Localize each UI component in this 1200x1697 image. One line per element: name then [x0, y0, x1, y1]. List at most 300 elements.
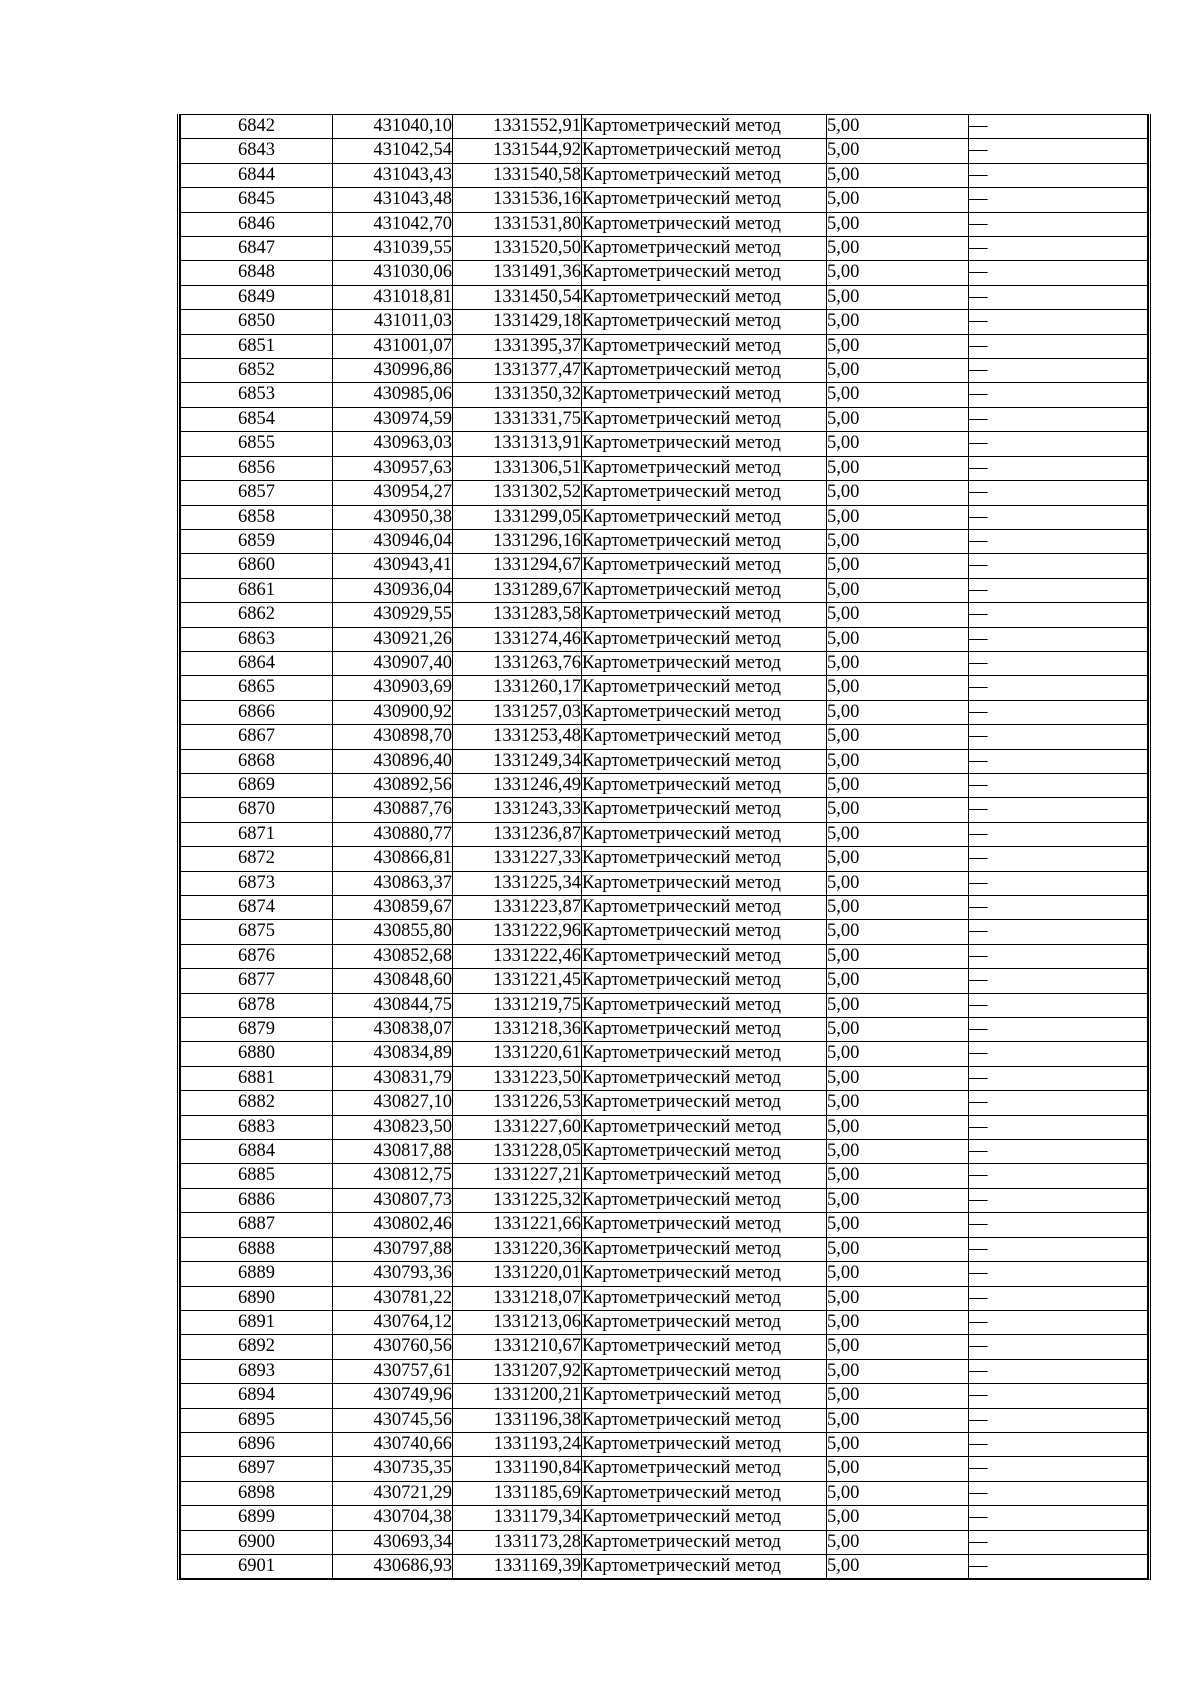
description-cell: — [969, 847, 1148, 871]
coordinate-y-cell: 1331377,47 [453, 359, 582, 383]
coordinate-x-cell: 430859,67 [333, 896, 453, 920]
coordinate-x-cell: 430757,61 [333, 1359, 453, 1383]
accuracy-cell: 5,00 [827, 1408, 969, 1432]
coordinate-x-cell: 430974,59 [333, 407, 453, 431]
method-cell: Картометрический метод [582, 310, 827, 334]
coordinate-x-cell: 431001,07 [333, 334, 453, 358]
coordinate-y-cell: 1331193,24 [453, 1432, 582, 1456]
accuracy-cell: 5,00 [827, 505, 969, 529]
accuracy-cell: 5,00 [827, 1530, 969, 1554]
method-cell: Картометрический метод [582, 627, 827, 651]
description-cell: — [969, 212, 1148, 236]
point-number-cell: 6890 [181, 1286, 333, 1310]
method-cell: Картометрический метод [582, 1286, 827, 1310]
coordinate-y-cell: 1331220,36 [453, 1237, 582, 1261]
accuracy-cell: 5,00 [827, 1359, 969, 1383]
method-cell: Картометрический метод [582, 700, 827, 724]
coordinate-x-cell: 430812,75 [333, 1164, 453, 1188]
point-number-cell: 6893 [181, 1359, 333, 1383]
coordinate-y-cell: 1331253,48 [453, 725, 582, 749]
table-row [181, 1091, 1148, 1115]
method-cell: Картометрический метод [582, 1506, 827, 1530]
table-row [181, 1359, 1148, 1383]
table-row [181, 1066, 1148, 1090]
point-number-cell: 6848 [181, 261, 333, 285]
point-number-cell: 6869 [181, 773, 333, 797]
accuracy-cell: 5,00 [827, 896, 969, 920]
table-row [181, 1310, 1148, 1334]
method-cell: Картометрический метод [582, 481, 827, 505]
accuracy-cell: 5,00 [827, 1188, 969, 1212]
description-cell: — [969, 456, 1148, 480]
method-cell: Картометрический метод [582, 1457, 827, 1481]
description-cell: — [969, 1384, 1148, 1408]
method-cell: Картометрический метод [582, 163, 827, 187]
table-row [181, 1262, 1148, 1286]
coordinate-x-cell: 430764,12 [333, 1310, 453, 1334]
accuracy-cell: 5,00 [827, 969, 969, 993]
coordinate-x-cell: 430946,04 [333, 529, 453, 553]
description-cell: — [969, 1262, 1148, 1286]
coordinate-y-cell: 1331540,58 [453, 163, 582, 187]
table-row [181, 139, 1148, 163]
description-cell: — [969, 1213, 1148, 1237]
method-cell: Картометрический метод [582, 871, 827, 895]
point-number-cell: 6863 [181, 627, 333, 651]
coordinate-y-cell: 1331249,34 [453, 749, 582, 773]
description-cell: — [969, 163, 1148, 187]
point-number-cell: 6847 [181, 237, 333, 261]
method-cell: Картометрический метод [582, 1481, 827, 1505]
table-row [181, 481, 1148, 505]
description-cell: — [969, 432, 1148, 456]
accuracy-cell: 5,00 [827, 481, 969, 505]
description-cell: — [969, 896, 1148, 920]
coordinate-y-cell: 1331218,36 [453, 1018, 582, 1042]
coordinate-x-cell: 430963,03 [333, 432, 453, 456]
accuracy-cell: 5,00 [827, 554, 969, 578]
coordinate-x-cell: 430721,29 [333, 1481, 453, 1505]
table-row [181, 188, 1148, 212]
method-cell: Картометрический метод [582, 383, 827, 407]
accuracy-cell: 5,00 [827, 1432, 969, 1456]
accuracy-cell: 5,00 [827, 383, 969, 407]
table-row [181, 1213, 1148, 1237]
point-number-cell: 6865 [181, 676, 333, 700]
coordinate-x-cell: 430760,56 [333, 1335, 453, 1359]
method-cell: Картометрический метод [582, 1018, 827, 1042]
coordinate-x-cell: 430852,68 [333, 944, 453, 968]
description-cell: — [969, 554, 1148, 578]
point-number-cell: 6850 [181, 310, 333, 334]
table-row [181, 212, 1148, 236]
method-cell: Картометрический метод [582, 1140, 827, 1164]
coordinate-y-cell: 1331226,53 [453, 1091, 582, 1115]
coordinate-x-cell: 430693,34 [333, 1530, 453, 1554]
description-cell: — [969, 993, 1148, 1017]
description-cell: — [969, 822, 1148, 846]
table-row [181, 944, 1148, 968]
coordinate-x-cell: 430863,37 [333, 871, 453, 895]
coordinate-x-cell: 430921,26 [333, 627, 453, 651]
coordinate-y-cell: 1331223,50 [453, 1066, 582, 1090]
coordinates-table [180, 114, 1148, 1579]
coordinate-y-cell: 1331227,33 [453, 847, 582, 871]
point-number-cell: 6898 [181, 1481, 333, 1505]
table-row [181, 627, 1148, 651]
coordinate-y-cell: 1331491,36 [453, 261, 582, 285]
method-cell: Картометрический метод [582, 1359, 827, 1383]
point-number-cell: 6901 [181, 1554, 333, 1578]
point-number-cell: 6879 [181, 1018, 333, 1042]
accuracy-cell: 5,00 [827, 603, 969, 627]
method-cell: Картометрический метод [582, 1115, 827, 1139]
coordinate-x-cell: 431043,43 [333, 163, 453, 187]
accuracy-cell: 5,00 [827, 285, 969, 309]
coordinate-x-cell: 430848,60 [333, 969, 453, 993]
coordinate-y-cell: 1331395,37 [453, 334, 582, 358]
description-cell: — [969, 1554, 1148, 1578]
method-cell: Картометрический метод [582, 896, 827, 920]
description-cell: — [969, 407, 1148, 431]
method-cell: Картометрический метод [582, 554, 827, 578]
table-row [181, 676, 1148, 700]
method-cell: Картометрический метод [582, 1188, 827, 1212]
method-cell: Картометрический метод [582, 139, 827, 163]
accuracy-cell: 5,00 [827, 432, 969, 456]
accuracy-cell: 5,00 [827, 188, 969, 212]
table-row [181, 1335, 1148, 1359]
accuracy-cell: 5,00 [827, 261, 969, 285]
coordinate-y-cell: 1331169,39 [453, 1554, 582, 1578]
method-cell: Картометрический метод [582, 456, 827, 480]
point-number-cell: 6877 [181, 969, 333, 993]
coordinate-x-cell: 430838,07 [333, 1018, 453, 1042]
coordinate-y-cell: 1331220,01 [453, 1262, 582, 1286]
coordinate-y-cell: 1331213,06 [453, 1310, 582, 1334]
accuracy-cell: 5,00 [827, 1310, 969, 1334]
point-number-cell: 6857 [181, 481, 333, 505]
point-number-cell: 6887 [181, 1213, 333, 1237]
description-cell: — [969, 1506, 1148, 1530]
method-cell: Картометрический метод [582, 505, 827, 529]
accuracy-cell: 5,00 [827, 725, 969, 749]
coordinate-y-cell: 1331200,21 [453, 1384, 582, 1408]
description-cell: — [969, 285, 1148, 309]
coordinate-x-cell: 430880,77 [333, 822, 453, 846]
coordinate-x-cell: 430900,92 [333, 700, 453, 724]
description-cell: — [969, 383, 1148, 407]
accuracy-cell: 5,00 [827, 139, 969, 163]
point-number-cell: 6895 [181, 1408, 333, 1432]
table-row [181, 871, 1148, 895]
table-row [181, 578, 1148, 602]
coordinate-y-cell: 1331221,45 [453, 969, 582, 993]
table-row [181, 993, 1148, 1017]
table-row [181, 456, 1148, 480]
method-cell: Картометрический метод [582, 1335, 827, 1359]
method-cell: Картометрический метод [582, 261, 827, 285]
coordinate-x-cell: 430896,40 [333, 749, 453, 773]
point-number-cell: 6871 [181, 822, 333, 846]
point-number-cell: 6849 [181, 285, 333, 309]
coordinate-x-cell: 430749,96 [333, 1384, 453, 1408]
method-cell: Картометрический метод [582, 115, 827, 139]
description-cell: — [969, 310, 1148, 334]
accuracy-cell: 5,00 [827, 529, 969, 553]
method-cell: Картометрический метод [582, 407, 827, 431]
description-cell: — [969, 627, 1148, 651]
accuracy-cell: 5,00 [827, 1457, 969, 1481]
method-cell: Картометрический метод [582, 188, 827, 212]
point-number-cell: 6853 [181, 383, 333, 407]
table-row [181, 1115, 1148, 1139]
point-number-cell: 6900 [181, 1530, 333, 1554]
description-cell: — [969, 651, 1148, 675]
point-number-cell: 6878 [181, 993, 333, 1017]
point-number-cell: 6886 [181, 1188, 333, 1212]
coordinate-y-cell: 1331246,49 [453, 773, 582, 797]
description-cell: — [969, 1481, 1148, 1505]
table-row [181, 1018, 1148, 1042]
method-cell: Картометрический метод [582, 1042, 827, 1066]
description-cell: — [969, 871, 1148, 895]
point-number-cell: 6874 [181, 896, 333, 920]
accuracy-cell: 5,00 [827, 1237, 969, 1261]
coordinate-y-cell: 1331236,87 [453, 822, 582, 846]
method-cell: Картометрический метод [582, 1091, 827, 1115]
description-cell: — [969, 481, 1148, 505]
point-number-cell: 6884 [181, 1140, 333, 1164]
table-row [181, 1286, 1148, 1310]
description-cell: — [969, 1140, 1148, 1164]
coordinate-x-cell: 431039,55 [333, 237, 453, 261]
accuracy-cell: 5,00 [827, 993, 969, 1017]
coordinate-x-cell: 430817,88 [333, 1140, 453, 1164]
table-row [181, 920, 1148, 944]
method-cell: Картометрический метод [582, 969, 827, 993]
coordinate-y-cell: 1331294,67 [453, 554, 582, 578]
coordinate-y-cell: 1331536,16 [453, 188, 582, 212]
point-number-cell: 6843 [181, 139, 333, 163]
description-cell: — [969, 359, 1148, 383]
point-number-cell: 6862 [181, 603, 333, 627]
coordinate-x-cell: 430936,04 [333, 578, 453, 602]
point-number-cell: 6854 [181, 407, 333, 431]
coordinate-x-cell: 431040,10 [333, 115, 453, 139]
coordinate-y-cell: 1331260,17 [453, 676, 582, 700]
coordinate-y-cell: 1331274,46 [453, 627, 582, 651]
description-cell: — [969, 1408, 1148, 1432]
table-row [181, 1408, 1148, 1432]
method-cell: Картометрический метод [582, 1384, 827, 1408]
accuracy-cell: 5,00 [827, 359, 969, 383]
table-row [181, 505, 1148, 529]
table-row [181, 1481, 1148, 1505]
table-row [181, 163, 1148, 187]
description-cell: — [969, 115, 1148, 139]
point-number-cell: 6885 [181, 1164, 333, 1188]
coordinate-x-cell: 430745,56 [333, 1408, 453, 1432]
coordinate-x-cell: 430892,56 [333, 773, 453, 797]
coordinate-x-cell: 430954,27 [333, 481, 453, 505]
method-cell: Картометрический метод [582, 212, 827, 236]
coordinate-y-cell: 1331299,05 [453, 505, 582, 529]
description-cell: — [969, 773, 1148, 797]
table-row [181, 847, 1148, 871]
coordinate-x-cell: 430807,73 [333, 1188, 453, 1212]
coordinate-y-cell: 1331221,66 [453, 1213, 582, 1237]
description-cell: — [969, 1335, 1148, 1359]
coordinate-y-cell: 1331227,60 [453, 1115, 582, 1139]
description-cell: — [969, 944, 1148, 968]
table-row [181, 651, 1148, 675]
coordinate-x-cell: 430985,06 [333, 383, 453, 407]
method-cell: Картометрический метод [582, 285, 827, 309]
coordinate-x-cell: 430781,22 [333, 1286, 453, 1310]
description-cell: — [969, 578, 1148, 602]
point-number-cell: 6842 [181, 115, 333, 139]
coordinate-x-cell: 430844,75 [333, 993, 453, 1017]
coordinate-y-cell: 1331219,75 [453, 993, 582, 1017]
method-cell: Картометрический метод [582, 822, 827, 846]
coordinate-y-cell: 1331531,80 [453, 212, 582, 236]
table-row [181, 334, 1148, 358]
coordinate-x-cell: 430950,38 [333, 505, 453, 529]
coordinate-y-cell: 1331306,51 [453, 456, 582, 480]
coordinate-y-cell: 1331207,92 [453, 1359, 582, 1383]
accuracy-cell: 5,00 [827, 1115, 969, 1139]
coordinate-x-cell: 431011,03 [333, 310, 453, 334]
coordinate-x-cell: 430887,76 [333, 798, 453, 822]
accuracy-cell: 5,00 [827, 1066, 969, 1090]
accuracy-cell: 5,00 [827, 1481, 969, 1505]
table-row [181, 700, 1148, 724]
method-cell: Картометрический метод [582, 749, 827, 773]
accuracy-cell: 5,00 [827, 1091, 969, 1115]
coordinate-x-cell: 430929,55 [333, 603, 453, 627]
method-cell: Картометрический метод [582, 725, 827, 749]
coordinate-y-cell: 1331223,87 [453, 896, 582, 920]
table-row [181, 407, 1148, 431]
coordinate-x-cell: 431043,48 [333, 188, 453, 212]
coordinate-x-cell: 431042,54 [333, 139, 453, 163]
description-cell: — [969, 700, 1148, 724]
table-row [181, 798, 1148, 822]
method-cell: Картометрический метод [582, 1310, 827, 1334]
method-cell: Картометрический метод [582, 359, 827, 383]
table-row [181, 725, 1148, 749]
coordinate-x-cell: 430735,35 [333, 1457, 453, 1481]
accuracy-cell: 5,00 [827, 1164, 969, 1188]
accuracy-cell: 5,00 [827, 798, 969, 822]
coordinate-y-cell: 1331225,34 [453, 871, 582, 895]
description-cell: — [969, 725, 1148, 749]
table-row [181, 1237, 1148, 1261]
description-cell: — [969, 529, 1148, 553]
description-cell: — [969, 1432, 1148, 1456]
coordinate-x-cell: 430704,38 [333, 1506, 453, 1530]
point-number-cell: 6866 [181, 700, 333, 724]
coordinate-x-cell: 430996,86 [333, 359, 453, 383]
coordinate-x-cell: 430903,69 [333, 676, 453, 700]
table-row [181, 432, 1148, 456]
coordinate-x-cell: 431018,81 [333, 285, 453, 309]
coordinate-y-cell: 1331220,61 [453, 1042, 582, 1066]
table-row [181, 261, 1148, 285]
point-number-cell: 6861 [181, 578, 333, 602]
coordinate-x-cell: 430834,89 [333, 1042, 453, 1066]
method-cell: Картометрический метод [582, 529, 827, 553]
accuracy-cell: 5,00 [827, 1554, 969, 1578]
description-cell: — [969, 920, 1148, 944]
point-number-cell: 6897 [181, 1457, 333, 1481]
table-row [181, 1530, 1148, 1554]
method-cell: Картометрический метод [582, 920, 827, 944]
description-cell: — [969, 676, 1148, 700]
point-number-cell: 6880 [181, 1042, 333, 1066]
accuracy-cell: 5,00 [827, 822, 969, 846]
method-cell: Картометрический метод [582, 578, 827, 602]
description-cell: — [969, 1286, 1148, 1310]
table-row [181, 822, 1148, 846]
point-number-cell: 6856 [181, 456, 333, 480]
coordinate-x-cell: 430855,80 [333, 920, 453, 944]
coordinate-x-cell: 430802,46 [333, 1213, 453, 1237]
table-row [181, 115, 1148, 139]
accuracy-cell: 5,00 [827, 651, 969, 675]
method-cell: Картометрический метод [582, 847, 827, 871]
description-cell: — [969, 1237, 1148, 1261]
coordinate-y-cell: 1331313,91 [453, 432, 582, 456]
coordinate-y-cell: 1331552,91 [453, 115, 582, 139]
description-cell: — [969, 1310, 1148, 1334]
method-cell: Картометрический метод [582, 798, 827, 822]
accuracy-cell: 5,00 [827, 627, 969, 651]
coordinate-y-cell: 1331429,18 [453, 310, 582, 334]
description-cell: — [969, 1066, 1148, 1090]
description-cell: — [969, 1530, 1148, 1554]
coordinate-y-cell: 1331302,52 [453, 481, 582, 505]
coordinate-x-cell: 430943,41 [333, 554, 453, 578]
point-number-cell: 6876 [181, 944, 333, 968]
point-number-cell: 6855 [181, 432, 333, 456]
point-number-cell: 6896 [181, 1432, 333, 1456]
point-number-cell: 6870 [181, 798, 333, 822]
accuracy-cell: 5,00 [827, 1286, 969, 1310]
coordinate-y-cell: 1331263,76 [453, 651, 582, 675]
table-row [181, 603, 1148, 627]
coordinate-x-cell: 430831,79 [333, 1066, 453, 1090]
accuracy-cell: 5,00 [827, 1042, 969, 1066]
accuracy-cell: 5,00 [827, 1213, 969, 1237]
table-row [181, 1188, 1148, 1212]
point-number-cell: 6864 [181, 651, 333, 675]
table-row [181, 749, 1148, 773]
coordinate-y-cell: 1331227,21 [453, 1164, 582, 1188]
accuracy-cell: 5,00 [827, 920, 969, 944]
table-row [181, 310, 1148, 334]
description-cell: — [969, 505, 1148, 529]
table-row [181, 1140, 1148, 1164]
coordinate-y-cell: 1331350,32 [453, 383, 582, 407]
method-cell: Картометрический метод [582, 993, 827, 1017]
coordinate-y-cell: 1331520,50 [453, 237, 582, 261]
coordinate-y-cell: 1331185,69 [453, 1481, 582, 1505]
table-row [181, 896, 1148, 920]
method-cell: Картометрический метод [582, 676, 827, 700]
point-number-cell: 6860 [181, 554, 333, 578]
